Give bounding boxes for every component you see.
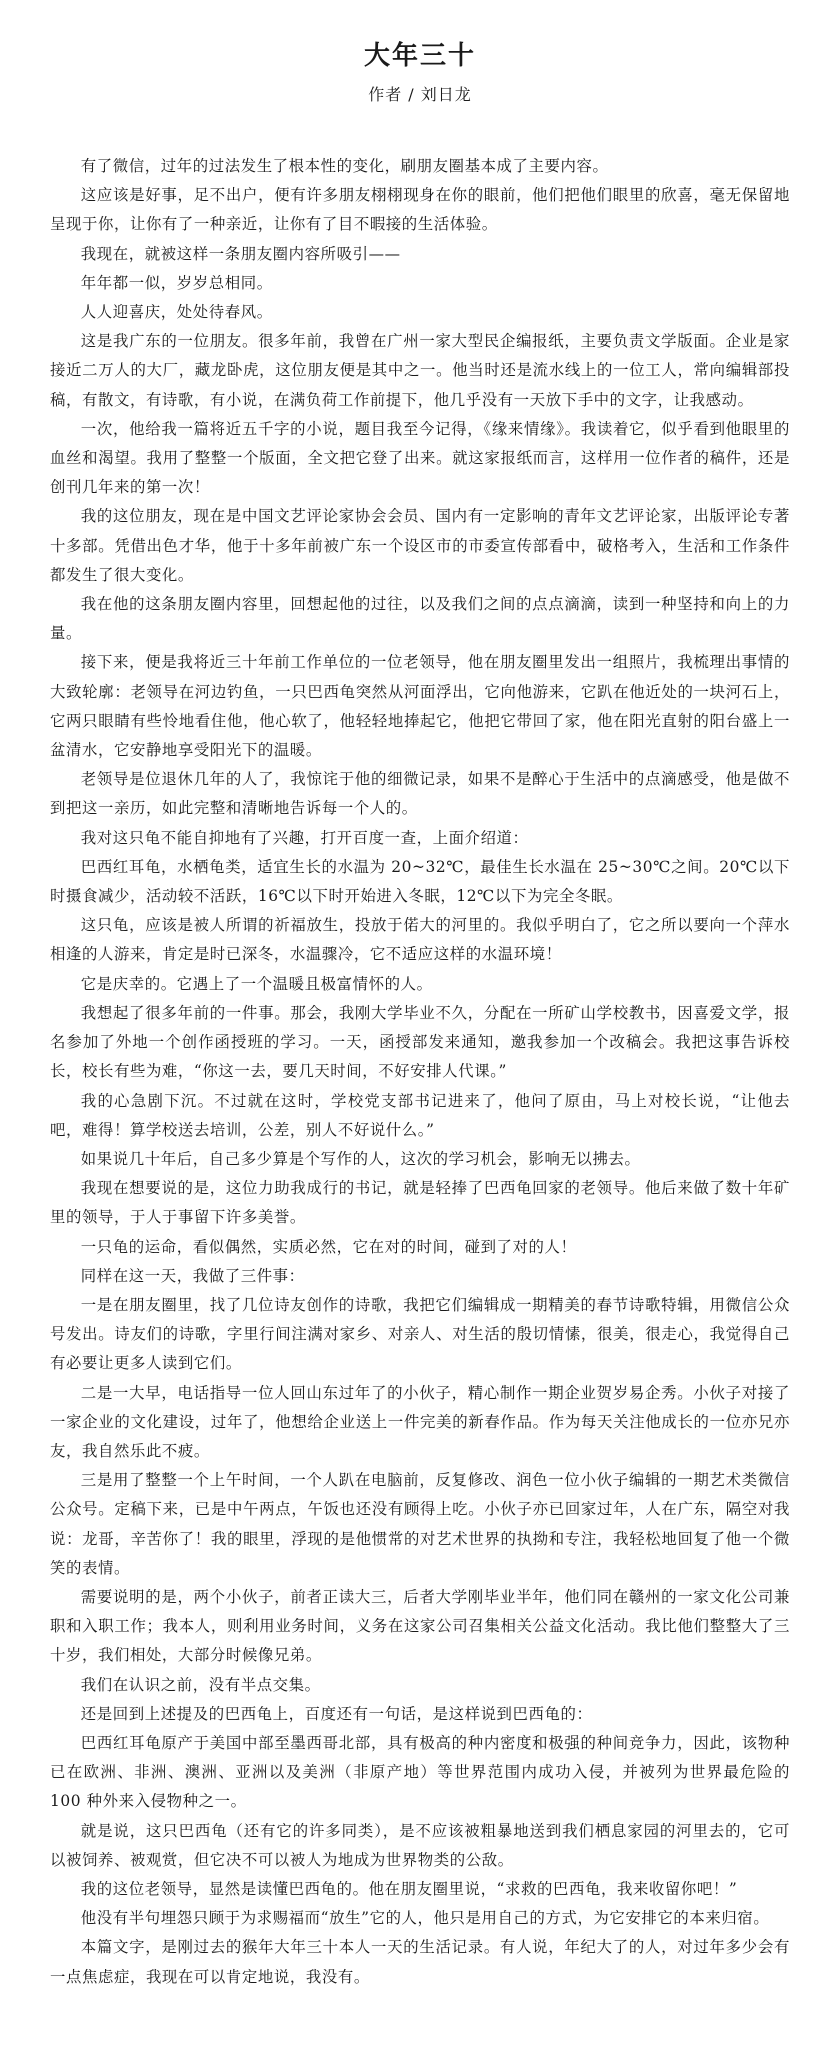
paragraph: 本篇文字，是刚过去的猴年大年三十本人一天的生活记录。有人说，年纪大了的人，对过年多少会有一点焦虑症，我现在可以肯定地说，我没有。 — [50, 1938, 790, 1986]
paragraph: 人人迎喜庆，处处待春风。 — [80, 303, 273, 322]
paragraph: 这只龟，应该是被人所谓的祈福放生，投放于偌大的河里的。我似乎明白了，它之所以要向一个萍水相逢的人游来，肯定是时已深冬，水温骤冷，它不适应这样的水温环境！ — [50, 916, 790, 964]
paragraph: 一只龟的运命，看似偶然，实质必然，它在对的时间，碰到了对的人！ — [80, 1237, 577, 1256]
article-title: 大年三十 — [363, 41, 476, 71]
paragraph: 这应该是好事，足不出户，便有许多朋友栩栩现身在你的眼前，他们把他们眼里的欣喜，毫无保留地呈现于你，让你有了一种亲近，让你有了目不暇接的生活体验。 — [50, 186, 790, 234]
article-author: 作者 / 刘日龙 — [368, 85, 472, 104]
paragraph: 我想起了很多年前的一件事。那会，我刚大学毕业不久，分配在一所矿山学校教书，因喜爱文学，报名参加了外地一个创作函授班的学习。一天，函授部发来通知，邀我参加一个改稿会。我把这事告诉校长，校长有些为难，“你这一去，要几天时间，不好安排人代课。” — [50, 1003, 790, 1081]
paragraph: 它是庆幸的。它遇上了一个温暖且极富情怀的人。 — [80, 974, 433, 993]
paragraph: 我在他的这条朋友圈内容里，回想起他的过往，以及我们之间的点点滴滴，读到一种坚持和向上的力量。 — [50, 595, 790, 643]
paragraph: 三是用了整整一个上午时间，一个人趴在电脑前，反复修改、润色一位小伙子编辑的一期艺术类微信公众号。定稿下来，已是中午两点，午饭也还没有顾得上吃。小伙子亦已回家过年，人在广东，隔空对我说：龙哥，辛苦你了！我的眼里，浮现的是他惯常的对艺术世界的执拗和专注，我轻松地回复了他一个微笑的表情。 — [50, 1471, 790, 1577]
paragraph: 接下来，便是我将近三十年前工作单位的一位老领导，他在朋友圈里发出一组照片，我梳理出事情的大致轮廓：老领导在河边钓鱼，一只巴西龟突然从河面浮出，它向他游来，它趴在他近处的一块河石上，它两只眼睛有些怜地看住他，他心软了，他轻轻地捧起它，他把它带回了家，他在阳光直射的阳台盛上一盆清水，它安静地享受阳光下的温暖。 — [50, 653, 790, 760]
paragraph: 老领导是位退休几年的人了，我惊诧于他的细微记录，如果不是醉心于生活中的点滴感受，他是做不到把这一亲历，如此完整和清晰地告诉每一个人的。 — [50, 770, 790, 818]
paragraph: 就是说，这只巴西龟（还有它的许多同类），是不应该被粗暴地送到我们栖息家园的河里去的，它可以被饲养、被观赏，但它决不可以被人为地成为世界物类的公敌。 — [50, 1821, 790, 1869]
paragraph: 我的心急剧下沉。不过就在这时，学校党支部书记进来了，他问了原由，马上对校长说，“让他去吧，难得！算学校送去培训，公差，别人不好说什么。” — [50, 1091, 790, 1139]
paragraph: 如果说几十年后，自己多少算是个写作的人，这次的学习机会，影响无以拂去。 — [80, 1149, 641, 1168]
paragraph: 这是我广东的一位朋友。很多年前，我曾在广州一家大型民企编报纸，主要负责文学版面。企业是家接近二万人的大厂，藏龙卧虎，这位朋友便是其中之一。他当时还是流水线上的一位工人，常向编辑部投稿，有散文，有诗歌，有小说，在满负荷工作前提下，他几乎没有一天放下手中的文字，让我感动。 — [50, 332, 790, 409]
paragraph: 我现在，就被这样一条朋友圈内容所吸引—— — [80, 244, 401, 263]
paragraph: 我的这位朋友，现在是中国文艺评论家协会会员、国内有一定影响的青年文艺评论家，出版评论专著十多部。凭借出色才华，他于十多年前被广东一个设区市的市委宣传部看中，破格考入，生活和工作条件都发生了很大变化。 — [50, 507, 790, 584]
paragraph: 巴西红耳龟，水栖龟类，适宜生长的水温为 20~32℃，最佳生长水温在 25~30℃之间。20℃以下时摄食减少，活动较不活跃，16℃以下时开始进入冬眠，12℃以下为完全冬眠。 — [50, 857, 790, 906]
article-body — [50, 152, 790, 1992]
paragraph: 巴西红耳龟原产于美国中部至墨西哥北部，具有极高的种内密度和极强的种间竞争力，因此，该物种已在欧洲、非洲、澳洲、亚洲以及美洲（非原产地）等世界范围内成功入侵，并被列为世界最危险的 100 种外来入侵物种之一。 — [50, 1733, 790, 1811]
paragraph: 一是在朋友圈里，找了几位诗友创作的诗歌，我把它们编辑成一期精美的春节诗歌特辑，用微信公众号发出。诗友们的诗歌，字里行间注满对家乡、对亲人、对生活的殷切情愫，很美，很走心，我觉得自己有必要让更多人读到它们。 — [50, 1295, 790, 1373]
paragraph: 需要说明的是，两个小伙子，前者正读大三，后者大学刚毕业半年，他们同在赣州的一家文化公司兼职和入职工作；我本人，则利用业务时间，义务在这家公司召集相关公益文化活动。我比他们整整大了三十岁，我们相处，大部分时候像兄弟。 — [50, 1587, 790, 1665]
paragraph: 我现在想要说的是，这位力助我成行的书记，就是轻捧了巴西龟回家的老领导。他后来做了数十年矿里的领导，于人于事留下许多美誉。 — [50, 1179, 790, 1227]
paragraph: 还是回到上述提及的巴西龟上，百度还有一句话，是这样说到巴西龟的： — [80, 1704, 593, 1723]
paragraph: 我们在认识之前，没有半点交集。 — [80, 1675, 321, 1694]
paragraph: 一次，他给我一篇将近五千字的小说，题目我至今记得，《缘来情缘》。我读着它，似乎看到他眼里的血丝和渴望。我用了整整一个版面，全文把它登了出来。就这家报纸而言，这样用一位作者的稿件，还是创刊几年来的第一次！ — [50, 419, 790, 497]
paragraph: 二是一大早，电话指导一位人回山东过年了的小伙子，精心制作一期企业贺岁易企秀。小伙子对接了一家企业的文化建设，过年了，他想给企业送上一件完美的新春作品。作为每天关注他成长的一位亦兄亦友，我自然乐此不疲。 — [50, 1383, 790, 1460]
paragraph: 他没有半句埋怨只顾于为求赐福而“放生”它的人，他只是用自己的方式，为它安排它的本来归宿。 — [80, 1909, 770, 1928]
paragraph: 同样在这一天，我做了三件事： — [80, 1266, 305, 1285]
paragraph: 我的这位老领导，显然是读懂巴西龟的。他在朋友圈里说，“求救的巴西龟，我来收留你吧！” — [80, 1879, 738, 1898]
paragraph: 有了微信，过年的过法发生了根本性的变化，刷朋友圈基本成了主要内容。 — [80, 157, 609, 175]
paragraph: 年年都一似，岁岁总相同。 — [80, 273, 273, 292]
paragraph: 我对这只龟不能自抑地有了兴趣，打开百度一查，上面介绍道： — [80, 828, 529, 847]
